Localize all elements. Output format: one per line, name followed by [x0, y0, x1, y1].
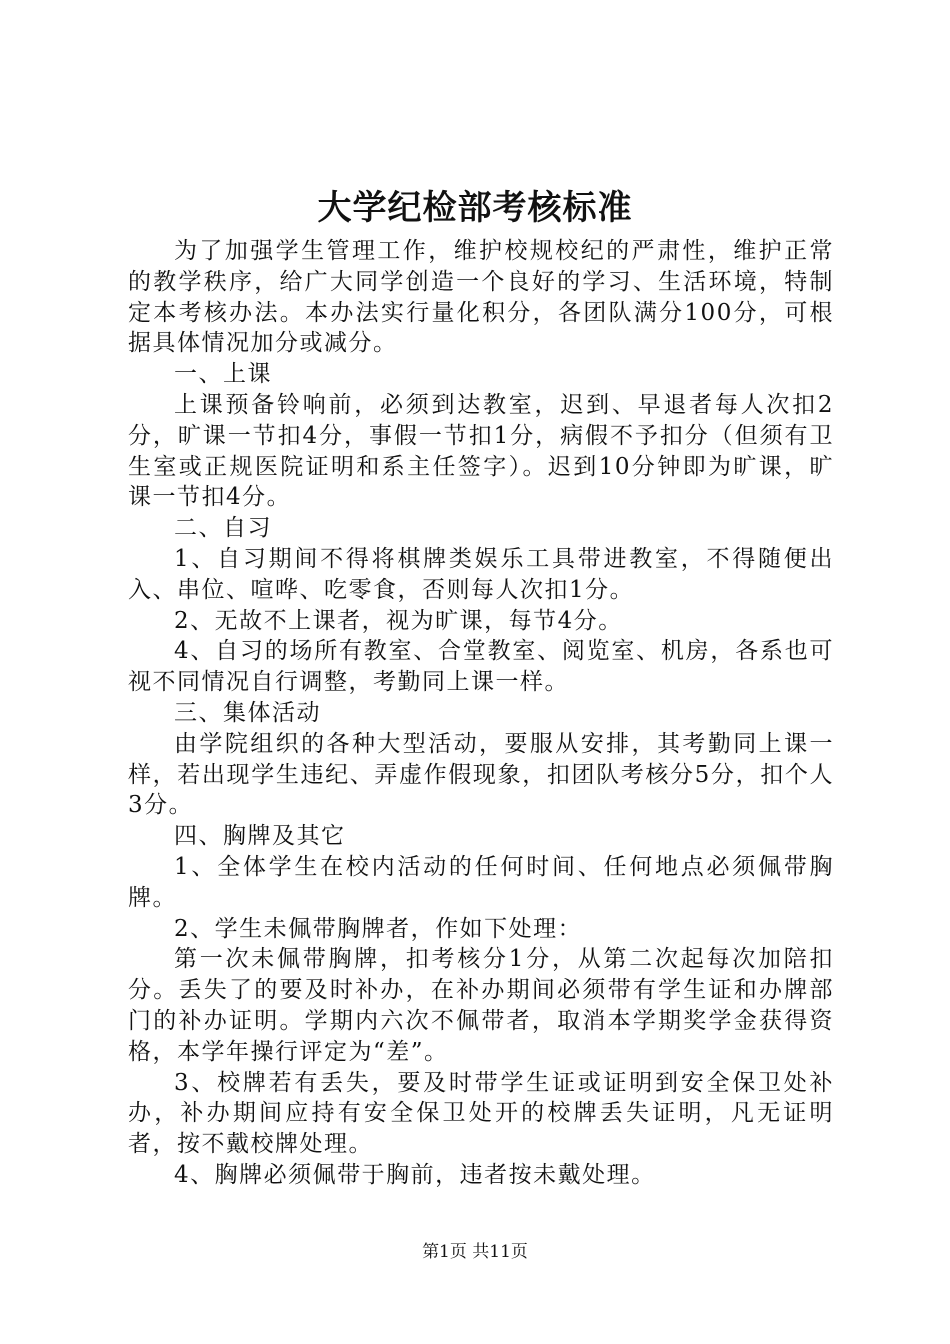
- paragraph-self-study-2: 2、无故不上课者，视为旷课，每节4分。: [174, 607, 623, 634]
- paragraph-group-activity: 由学院组织的各种大型活动，要服从安排，其考勤同上课一样，若出现学生违纪、弄虚作假现象，扣团队考核分5分，扣个人3分。: [128, 730, 834, 819]
- section-heading-badge: 四、胸牌及其它: [174, 823, 346, 850]
- section-heading-self-study: 二、自习: [174, 515, 272, 542]
- page-number-footer: 第1页 共11页: [422, 1242, 528, 1262]
- paragraph-self-study-1: 1、自习期间不得将棋牌类娱乐工具带进教室，不得随便出入、串位、喧哗、吃零食，否则每人次扣1分。: [128, 545, 834, 603]
- paragraph-badge-2-detail: 第一次未佩带胸牌，扣考核分1分，从第二次起每次加陪扣分。丢失了的要及时补办，在补办期间必须带有学生证和办牌部门的补办证明。学期内六次不佩带者，取消本学期奖学金获得资格，本学年操行评定为“差”。: [128, 946, 834, 1065]
- paragraph-intro: 为了加强学生管理工作，维护校规校纪的严肃性，维护正常的教学秩序，给广大同学创造一个良好的学习、生活环境，特制定本考核办法。本办法实行量化积分，各团队满分100分，可根据具体情况加分或减分。: [128, 238, 834, 357]
- paragraph-badge-4: 4、胸牌必须佩带于胸前，违者按未戴处理。: [174, 1161, 656, 1188]
- document-body: [128, 236, 834, 1191]
- paragraph-self-study-4: 4、自习的场所有教室、合堂教室、阅览室、机房，各系也可视不同情况自行调整，考勤同上课一样。: [128, 638, 834, 696]
- paragraph-class-rules: 上课预备铃响前，必须到达教室，迟到、早退者每人次扣2分，旷课一节扣4分，事假一节扣1分，病假不予扣分（但须有卫生室或正规医院证明和系主任签字）。迟到10分钟即为旷课，旷课一节扣4分。: [128, 391, 834, 511]
- paragraph-badge-3: 3、校牌若有丢失，要及时带学生证或证明到安全保卫处补办，补办期间应持有安全保卫处开的校牌丢失证明，凡无证明者，按不戴校牌处理。: [128, 1069, 834, 1158]
- paragraph-badge-2: 2、学生未佩带胸牌者，作如下处理：: [174, 915, 583, 942]
- section-heading-class: 一、上课: [174, 361, 272, 388]
- page-title: 大学纪检部考核标准: [317, 188, 633, 228]
- section-heading-group-activity: 三、集体活动: [174, 699, 321, 726]
- paragraph-badge-1: 1、全体学生在校内活动的任何时间、任何地点必须佩带胸牌。: [128, 853, 834, 911]
